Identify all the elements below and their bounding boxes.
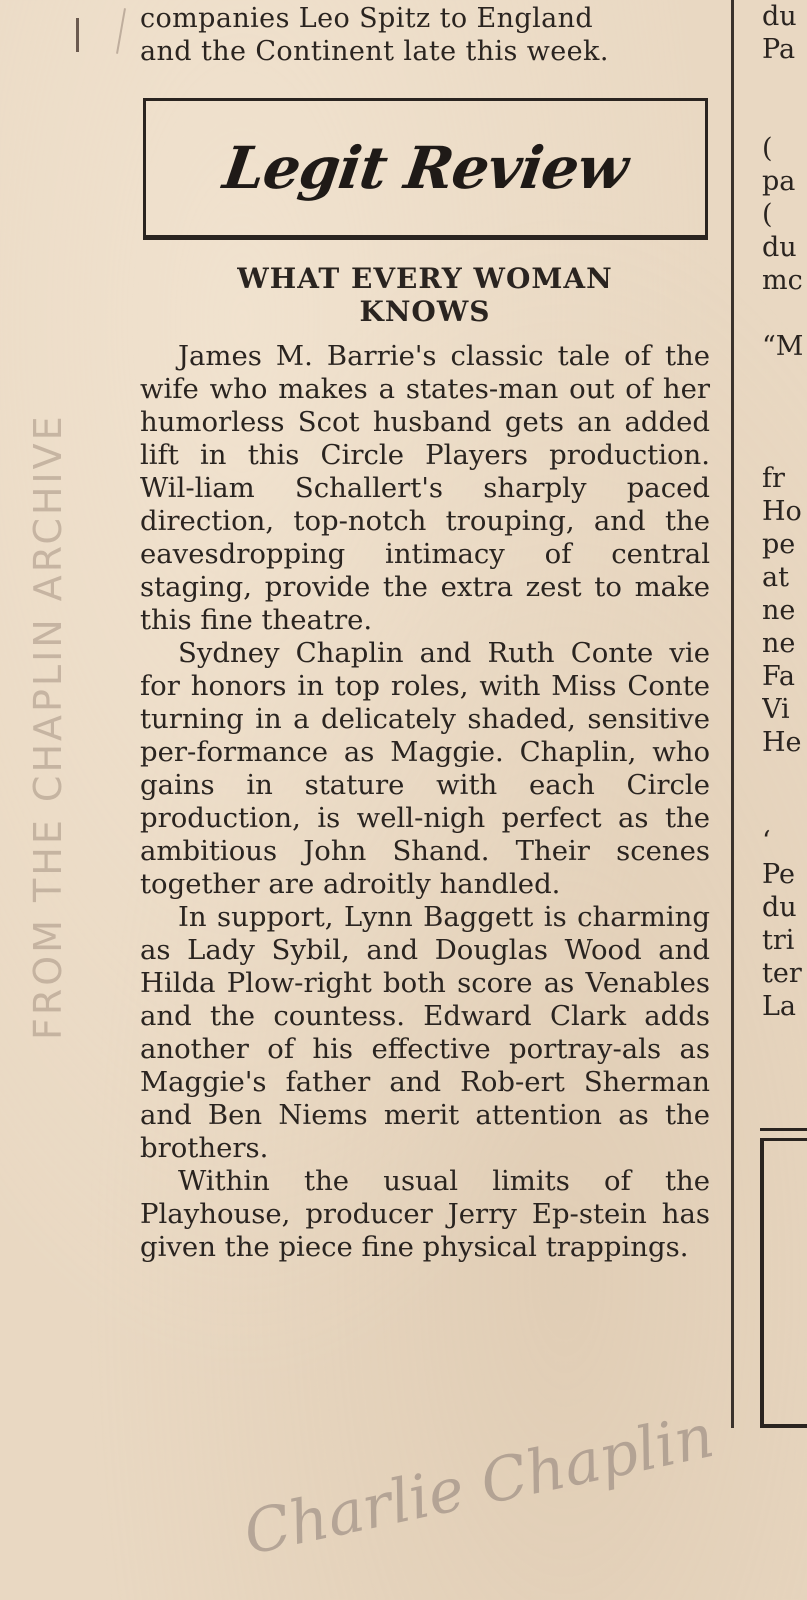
adjacent-column-rule bbox=[760, 1128, 807, 1131]
fragment-line: ter bbox=[762, 958, 802, 989]
fragment-line bbox=[762, 792, 807, 825]
fragment-line: at bbox=[762, 562, 789, 593]
article-paragraph: James M. Barrie's classic tale of the wife who makes a states-man out of her humorless Scot husband gets an added lift in this Circle Players production. Wil-liam Schallert's sharply paced direction, top-notch trouping, and the eavesdropping intimacy of central staging, provide the extra zest to make this fine theatre. bbox=[140, 340, 710, 636]
fragment-line bbox=[762, 396, 807, 429]
fragment-line bbox=[762, 429, 807, 462]
fragment-line: Fa bbox=[762, 661, 795, 692]
fragment-line: du bbox=[762, 892, 797, 923]
fragment-line: pa bbox=[762, 166, 796, 197]
article-paragraph: Sydney Chaplin and Ruth Conte vie for honors in top roles, with Miss Conte turning in a delicately shaded, sensitive per-formance as Maggie. Chaplin, who gains in stature with each Circle production, is well-nigh perfect as the ambitious John Shand. Their scenes together are adroitly handled. bbox=[140, 637, 710, 900]
fragment-line: Vi bbox=[762, 694, 790, 725]
fragment-line: ( bbox=[762, 199, 773, 230]
fragment-line bbox=[762, 297, 807, 330]
fragment-line bbox=[762, 99, 807, 132]
continued-text bbox=[140, 2, 710, 68]
fragment-line: mc bbox=[762, 265, 803, 296]
fragment-line: ‘ bbox=[762, 826, 771, 857]
fragment-line: Pa bbox=[762, 34, 796, 65]
fragment-line: ne bbox=[762, 628, 796, 659]
column-divider bbox=[731, 0, 734, 1428]
fragment-line: ( bbox=[762, 133, 773, 164]
fragment-line: du bbox=[762, 1, 797, 32]
section-header: Legit Review bbox=[219, 134, 632, 202]
adjacent-column-fragment bbox=[762, 0, 807, 1023]
continued-line: companies Leo Spitz to England bbox=[140, 3, 594, 34]
margin-mark bbox=[76, 18, 79, 52]
section-header-box bbox=[143, 98, 708, 240]
archive-watermark: FROM THE CHAPLIN ARCHIVE bbox=[26, 413, 70, 1040]
article-paragraph: Within the usual limits of the Playhouse, producer Jerry Ep-stein has given the piece fine physical trappings. bbox=[140, 1165, 710, 1263]
fragment-line: du bbox=[762, 232, 797, 263]
fragment-line bbox=[762, 66, 807, 99]
fragment-line: fr bbox=[762, 463, 785, 494]
article-body bbox=[140, 340, 710, 1264]
continued-line: and the Continent late this week. bbox=[140, 36, 609, 67]
fragment-line: ne bbox=[762, 595, 796, 626]
fragment-line bbox=[762, 759, 807, 792]
fragment-line: Ho bbox=[762, 496, 802, 527]
fragment-line: He bbox=[762, 727, 802, 758]
adjacent-column-box bbox=[760, 1138, 807, 1428]
fragment-line bbox=[762, 363, 807, 396]
headline-line: KNOWS bbox=[359, 295, 491, 328]
fragment-line: La bbox=[762, 991, 797, 1022]
fragment-line: pe bbox=[762, 529, 796, 560]
fragment-line: Pe bbox=[762, 859, 795, 890]
fragment-line: tri bbox=[762, 925, 795, 956]
article-paragraph: In support, Lynn Baggett is charming as Lady Sybil, and Douglas Wood and Hilda Plow-right both score as Venables and the countess. Edward Clark adds another of his effective portray-als as Maggie's father and Rob-ert Sherman and Ben Niems merit attention as the brothers. bbox=[140, 901, 710, 1164]
margin-mark bbox=[116, 8, 126, 54]
fragment-line: “M bbox=[762, 331, 804, 362]
article-headline bbox=[140, 262, 710, 328]
headline-line: WHAT EVERY WOMAN bbox=[237, 262, 613, 295]
signature: Charlie Chaplin bbox=[237, 1401, 720, 1569]
